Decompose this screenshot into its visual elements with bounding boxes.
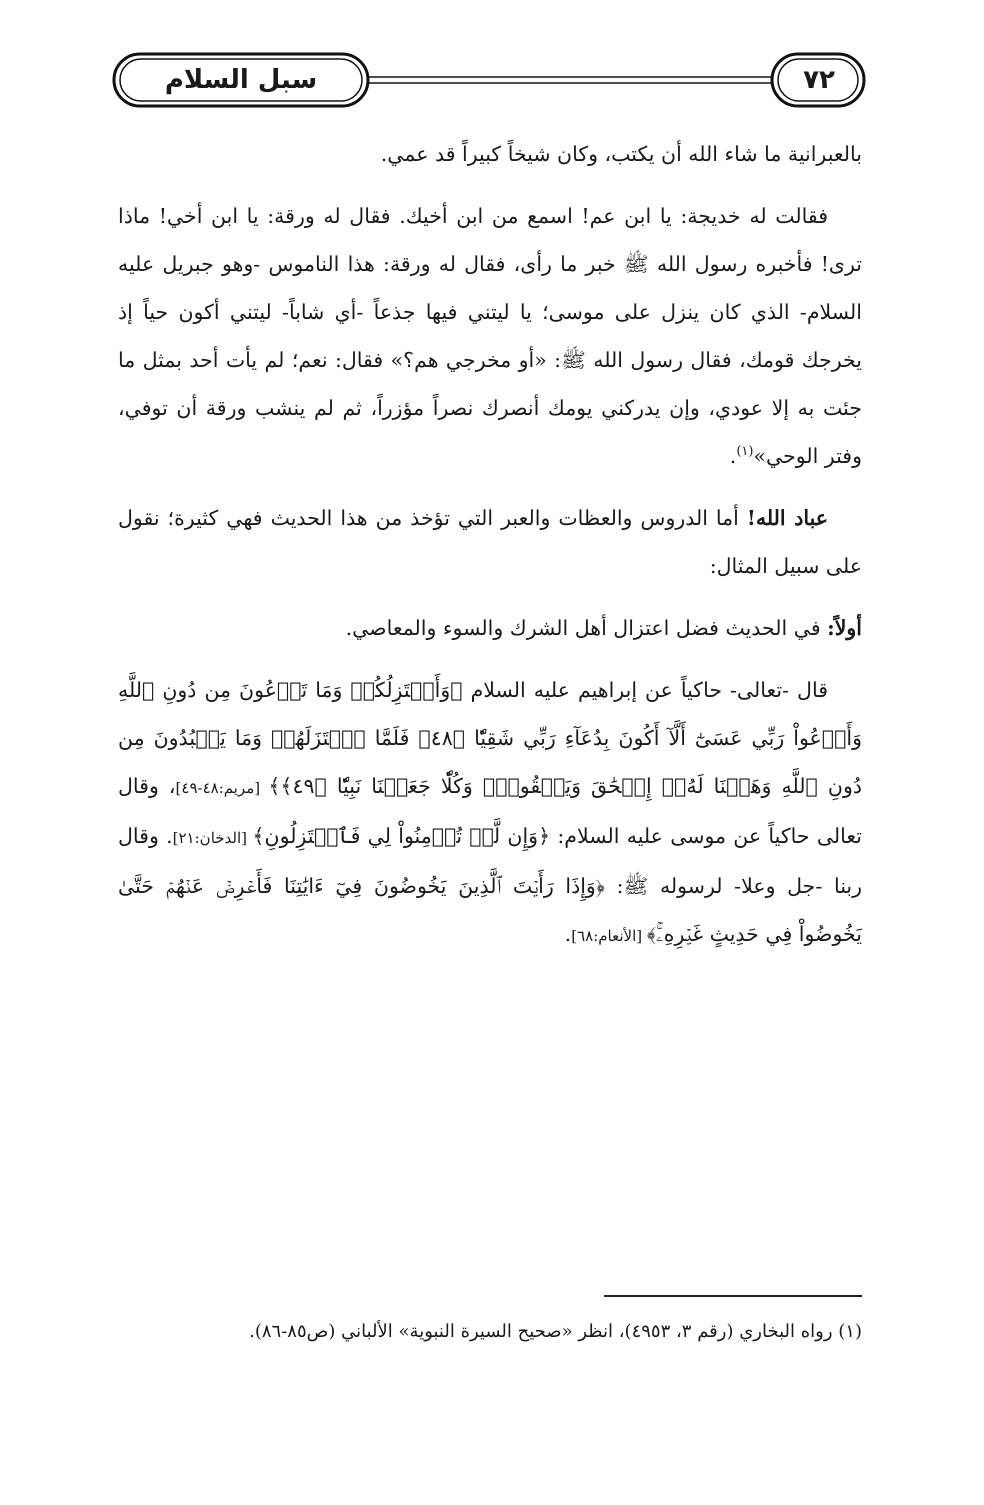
footnote-ref-1: (١) [736,444,754,460]
citation-maryam: [مريم:٤٨-٤٩] [175,779,269,797]
paragraph-3 [118,494,862,590]
paragraph-2-text: فقالت له خديجة: يا ابن عم! اسمع من ابن أخيك. فقال له ورقة: يا ابن أخي! ماذا ترى! فأخبره رسول الله ﷺ خبر ما رأى، فقال له ورقة: هذا الناموس -وهو جبريل عليه السلام- الذي كان ينزل على موسى؛ يا ليتني فيها جذعاً -أي شاباً- ليتني أكون حياً إذ يخرجك قومك، فقال رسول الله ﷺ: «أو مخرجي هم؟» فقال: نعم؛ لم يأت أحد بمثل ما جئت به إلا عودي، وإن يدركني يومك أنصرك نصراً مؤزراً، ثم لم ينشب ورقة أن توفي، وفتر الوحي» [118,204,862,468]
running-title: سبل السلام [164,65,318,95]
footnote-divider [604,1295,862,1297]
paragraph-4 [118,604,862,652]
citation-anam: [الأنعام:٦٨] [571,927,647,945]
paragraph-3-text: أما الدروس والعظات والعبر التي تؤخذ من هذا الحديث فهي كثيرة؛ نقول على سبيل المثال: [118,506,862,578]
citation-dukhan: [الدخان:٢١] [172,829,253,847]
paragraph-5-intro: قال -تعالى- حاكياً عن إبراهيم عليه السلام [462,678,828,702]
paragraph-1-text: بالعبرانية ما شاء الله أن يكتب، وكان شيخاً كبيراً قد عمي. [380,142,862,166]
page-body [118,130,862,960]
quran-verse-maryam: ﴿وَأَعۡتَزِلُكُمۡ وَمَا تَدۡعُونَ مِن دُونِ ٱللَّهِ وَأَدۡعُواْ رَبِّي عَسَىٰٓ أَلَّآ أَكُونَ بِدُعَآءِ رَبِّي شَقِيّٗا ﴿٤٨﴾ فَلَمَّا ٱعۡتَزَلَهُمۡ وَمَا يَعۡبُدُونَ مِن دُونِ ٱللَّهِ وَهَبۡنَا لَهُۥٓ إِسۡحَٰقَ وَيَعۡقُوبَۖ وَكُلّٗا جَعَلۡنَا نَبِيّٗا ﴿٤٩﴾﴾ [118,678,862,798]
quran-verse-anam: ﴿وَإِذَا رَأَيۡتَ ٱلَّذِينَ يَخُوضُونَ فِيٓ ءَايَٰتِنَا فَأَعۡرِضۡ عَنۡهُمۡ حَتَّىٰ يَخُوضُواْ فِي حَدِيثٍ غَيۡرِهِۦۚ﴾ [118,874,862,946]
footnote-1: (١) رواه البخاري (رقم ٣، ٤٩٥٣)، انظر «صحيح السيرة النبوية» الألباني (ص٨٥-٨٦). [249,1321,862,1342]
paragraph-5-end: . [564,922,572,946]
paragraph-5 [118,666,862,960]
paragraph-4-lead: أولاً: [827,616,862,640]
paragraph-2 [118,192,862,480]
page-header [108,48,868,114]
paragraph-5-mid2: . وقال ربنا -جل وعلا- لرسوله ﷺ: [118,824,862,898]
paragraph-5-mid: ، وقال تعالى حاكياً عن موسى عليه السلام: [118,774,862,848]
paragraph-3-lead: عباد الله! [746,506,828,530]
page-number: ٧٢ [803,65,835,95]
paragraph-2-end: . [729,444,737,468]
paragraph-1 [118,130,862,178]
quran-verse-dukhan: ﴿وَإِن لَّمۡ تُؤۡمِنُواْ لِي فَٱعۡتَزِلُونِ﴾ [252,824,551,848]
paragraph-4-text: في الحديث فضل اعتزال أهل الشرك والسوء والمعاصي. [345,616,828,640]
